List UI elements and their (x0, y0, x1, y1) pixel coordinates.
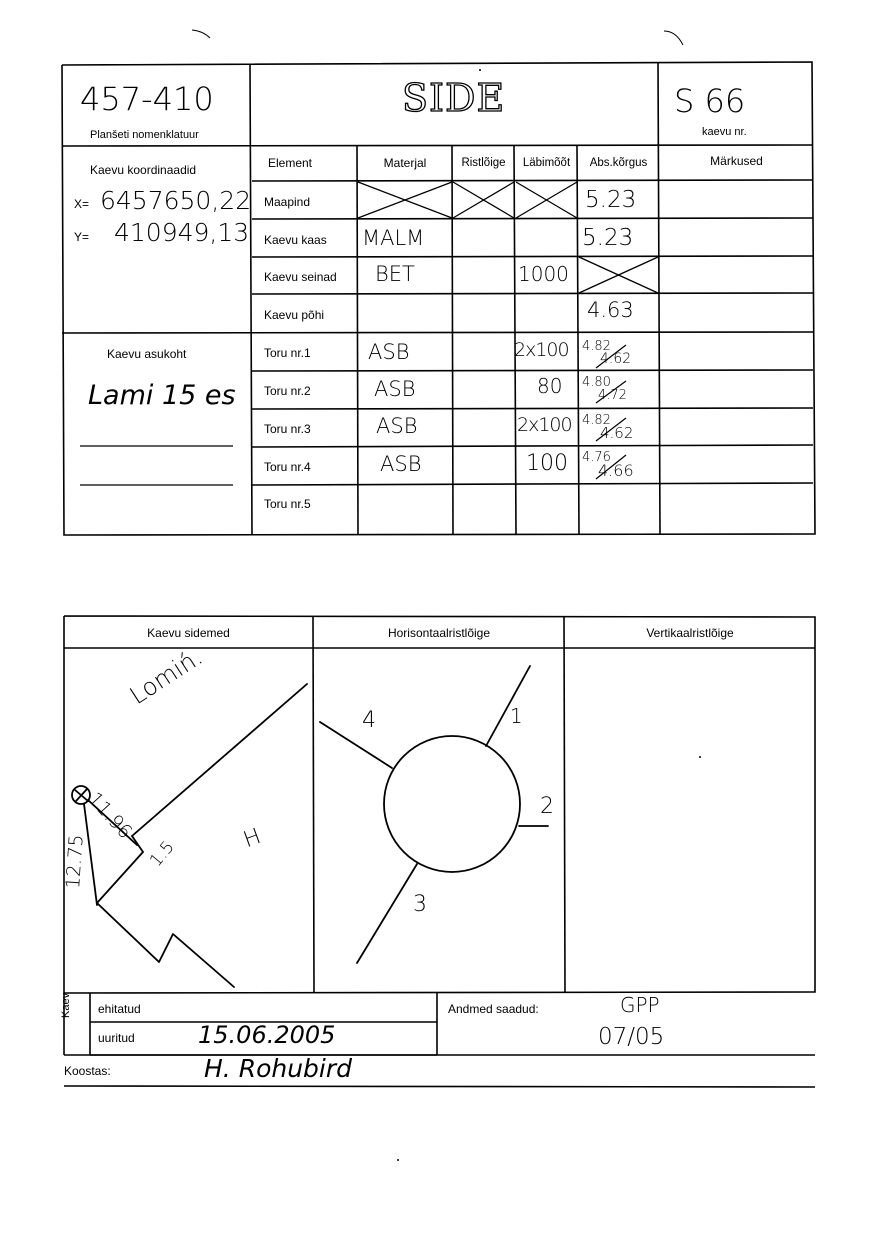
well-number-label: kaevu nr. (702, 126, 747, 138)
row-diameter: 2x100 (514, 339, 569, 361)
plan-label: Planšeti nomenklatuur (90, 129, 199, 141)
row-material: MALM (362, 226, 425, 250)
well-number: S 66 (674, 82, 746, 120)
coords-x-value: 6457650,22 (100, 186, 252, 215)
built-label: ehitatud (98, 1002, 141, 1016)
row-element: Toru nr.3 (264, 422, 311, 436)
distance-label: 11.96 (83, 788, 137, 844)
coords-y-value: 410949,13 (114, 218, 250, 247)
coords-x-label: X= (74, 197, 90, 211)
row-element: Maapind (264, 195, 311, 209)
row-height-bottom: 4.72 (598, 388, 627, 403)
row-diameter: 2x100 (517, 414, 572, 436)
row-element: Toru nr.1 (264, 346, 311, 360)
row-material: ASB (376, 414, 418, 438)
coords-y-label: Y= (74, 230, 90, 244)
header-height: Abs.kõrgus (589, 157, 648, 169)
form-title: SIDE (402, 76, 506, 120)
row-height: 4.63 (587, 298, 634, 322)
row-height-top: 4.82 (582, 413, 611, 428)
pipe-label: 4 (362, 708, 376, 733)
data-received-date: 07/05 (598, 1024, 665, 1050)
row-element: Toru nr.5 (264, 497, 311, 511)
row-height: 5.23 (582, 225, 634, 251)
row-material: ASB (380, 452, 422, 476)
row-material: BET (375, 262, 415, 286)
location-value: Lami 15 es (88, 380, 236, 411)
coords-label: Kaevu koordinaadid (90, 163, 197, 177)
row-height: 5.23 (585, 187, 637, 213)
col-header-horizontal: Horisontaalristlõige (387, 625, 491, 640)
header-material: Materjal (383, 156, 427, 170)
author-label: Koostas: (64, 1064, 111, 1078)
header-notes: Märkused (710, 154, 763, 168)
row-element: Kaevu põhi (264, 308, 325, 322)
data-received-value: GPP (620, 993, 660, 1017)
pipe-label: 2 (540, 794, 554, 819)
row-height-top: 4.76 (582, 450, 611, 465)
row-element: Toru nr.4 (264, 460, 311, 474)
pipe-label: 1 (510, 704, 523, 728)
row-material: ASB (374, 377, 416, 401)
location-label: Kaevu asukoht (107, 347, 187, 361)
row-height-top: 4.82 (582, 339, 611, 354)
row-height-bottom: 4.62 (600, 424, 634, 442)
surveyed-value: 15.06.2005 (198, 1021, 336, 1049)
row-diameter: 100 (526, 451, 568, 476)
row-element: Kaevu seinad (264, 270, 337, 284)
distance-label: 1.5 (146, 837, 179, 871)
pipe-label: 3 (413, 892, 427, 917)
row-diameter: 1000 (518, 262, 569, 286)
col-header-vertical: Vertikaalristlõige (646, 625, 734, 640)
house-mark: H (240, 823, 265, 854)
header-diameter: Läbimõõt (522, 157, 571, 169)
header-element: Element (267, 156, 313, 170)
row-element: Toru nr.2 (264, 384, 311, 398)
row-diameter: 80 (537, 374, 563, 398)
col-header-connections: Kaevu sidemed (147, 625, 230, 640)
row-material: ASB (368, 340, 410, 364)
row-height-top: 4.80 (582, 375, 611, 390)
author-value: H. Rohubird (204, 1054, 353, 1083)
distance-label: 12.75 (62, 833, 88, 890)
data-received-label: Andmed saadud: (448, 1002, 539, 1016)
row-height-bottom: 4.66 (598, 461, 634, 480)
header-section: Ristlõige (461, 157, 506, 169)
plan-number: 457-410 (80, 80, 214, 118)
row-element: Kaevu kaas (264, 233, 327, 247)
street-name: Lomiń. (124, 642, 208, 710)
row-height-bottom: 4.62 (600, 351, 632, 367)
surveyed-label: uuritud (98, 1031, 135, 1045)
